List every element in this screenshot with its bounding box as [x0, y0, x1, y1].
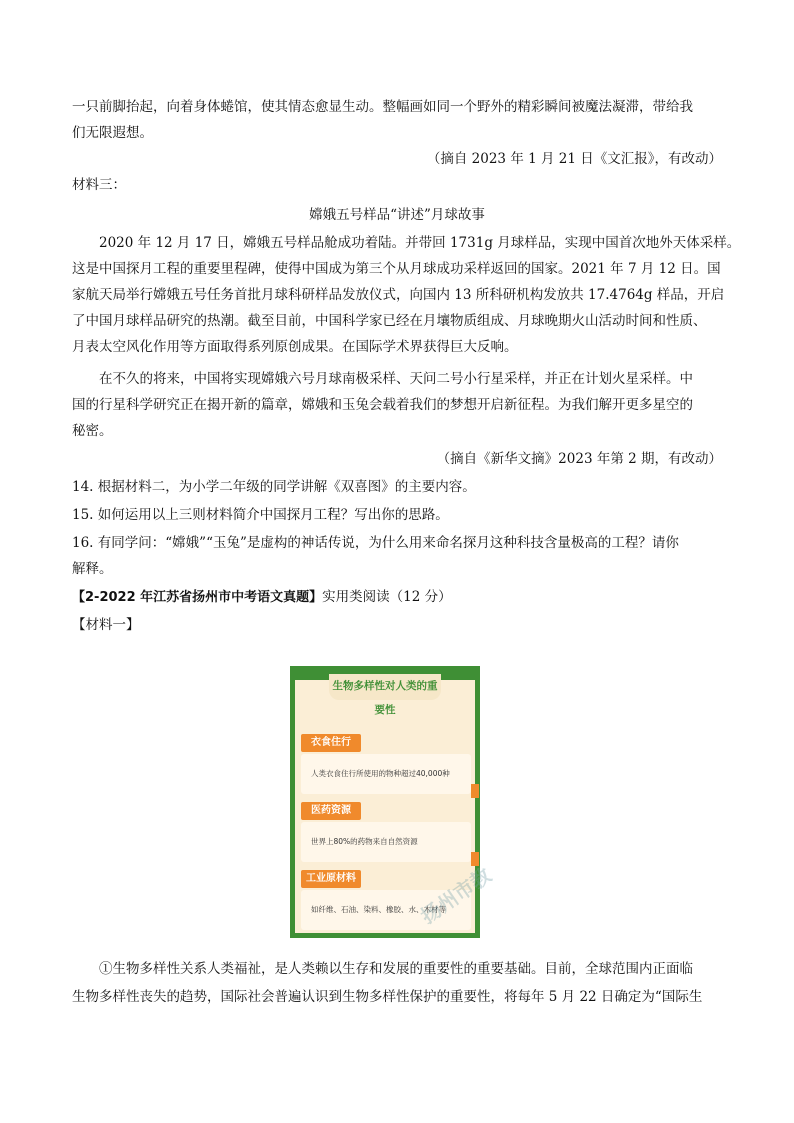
heading-rest: 实用类阅读（12 分） — [322, 589, 452, 605]
paragraph-line: 2020 年 12 月 17 日，嫦娥五号样品舱成功着陆。并带回 1731g 月球样品，实现中国首次地外天体采样。 — [99, 235, 741, 251]
paragraph-line: 月表太空风化作用等方面取得系列原创成果。在国际学术界获得巨大反响。 — [72, 339, 518, 355]
paragraph-line: 解释。 — [72, 561, 113, 577]
info-card — [301, 822, 471, 862]
paragraph-line: 秘密。 — [72, 423, 113, 439]
source-citation: （摘自 2023 年 1 月 21 日《文汇报》，有改动） — [426, 151, 722, 167]
card-tag: 衣食住行 — [301, 734, 361, 752]
card-text: 如纤维、石油、染料、橡胶、水、木材等 — [311, 905, 446, 914]
article-title: 嫦娥五号样品“讲述”月球故事 — [309, 207, 485, 223]
question-16: 16. 有同学问：“嫦娥”“玉兔”是虚构的神话传说，为什么用来命名探月这种科技含量极高的工程？请你 — [72, 535, 679, 551]
paragraph-line: 生物多样性丧失的趋势，国际社会普遍认识到生物多样性保护的重要性，将每年 5 月 22 日确定为“国际生 — [72, 989, 703, 1005]
section-heading — [72, 584, 722, 611]
card-tag: 医药资源 — [301, 802, 361, 820]
paragraph-line: 这是中国探月工程的重要里程碑，使得中国成为第三个从月球成功采样返回的国家。2021 年 7 月 12 日。国 — [72, 261, 721, 277]
section-label: 材料三： — [72, 177, 126, 193]
biodiversity-infographic — [290, 666, 496, 938]
question-14: 14. 根据材料二，为小学二年级的同学讲解《双喜图》的主要内容。 — [72, 479, 476, 495]
infographic-title: 生物多样性对人类的重要性 — [329, 674, 441, 700]
heading-bold: 【2-2022 年江苏省扬州市中考语文真题】 — [72, 590, 323, 605]
source-citation: （摘自《新华文摘》2023 年第 2 期，有改动） — [436, 451, 722, 467]
material-label: 【材料一】 — [72, 617, 140, 633]
paragraph-line: 了中国月球样品研究的热潮。截至目前，中国科学家已经在月壤物质组成、月球晚期火山活动时间和性质、 — [72, 313, 707, 329]
paragraph-line: 家航天局举行嫦娥五号任务首批月球科研样品发放仪式，向国内 13 所科研机构发放共 17.4764g 样品，开启 — [72, 287, 725, 303]
card-text: 人类衣食住行所使用的物种超过40,000种 — [311, 769, 450, 778]
card-text: 世界上80%的药物来自自然资源 — [311, 837, 418, 846]
connector-bar — [471, 784, 479, 798]
paragraph-line: 在不久的将来，中国将实现嫦娥六号月球南极采样、天问二号小行星采样，并正在计划火星采样。中 — [99, 371, 693, 387]
paragraph-line: 国的行星科学研究正在揭开新的篇章，嫦娥和玉兔会载着我们的梦想开启新征程。为我们解开更多星空的 — [72, 397, 693, 413]
card-tag: 工业原材料 — [301, 870, 361, 888]
watermark: 扬州市教 — [416, 862, 496, 929]
info-card — [301, 754, 471, 794]
question-15: 15. 如何运用以上三则材料简介中国探月工程？写出你的思路。 — [72, 507, 449, 523]
paragraph-line: 一只前脚抬起，向着身体蜷馆，使其情态愈显生动。整幅画如同一个野外的精彩瞬间被魔法凝滞，带给我 — [72, 99, 693, 115]
paragraph-line: 们无限遐想。 — [72, 125, 153, 141]
paragraph-line: ①生物多样性关系人类福祉，是人类赖以生存和发展的重要性的重要基础。目前，全球范围内正面临 — [99, 961, 693, 977]
